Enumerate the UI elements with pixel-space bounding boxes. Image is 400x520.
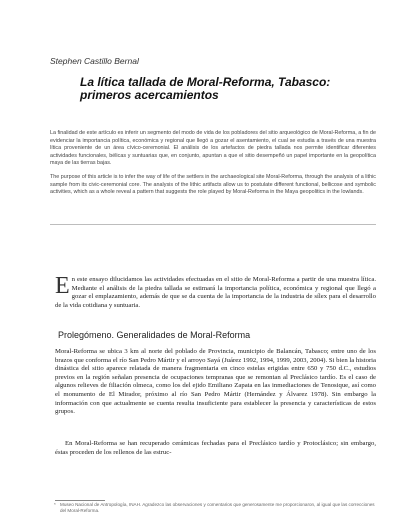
intro-text: n este ensayo dilucidamos las actividades efectuadas en el sitio de Moral-Reforma a partir de una muestra lítica. Mediante el análisis de la piedra tallada se estimará la importancia política, económica y regional que llegó a gozar el emplazamiento, además de que se da cuenta de la importancia de la industria de sílex para el desarrollo de la vida cotidiana y suntuaria. bbox=[55, 276, 376, 309]
footnote-text: Museo Nacional de Antropología, INAH. Agradezco las observaciones y comentarios que generosamente me proporcionaron, al igual que las correcciones del Moral-Reforma. bbox=[60, 502, 375, 513]
footnote bbox=[54, 502, 376, 514]
article-title bbox=[80, 76, 380, 102]
abstract-spanish: La finalidad de este artículo es inferir un segmento del modo de vida de los pobladores del sitio arqueológico de Moral-Reforma, a fin de evidenciar la importancia política, económica y regional que llegó a gozar el asentamiento, el cual se estudia a través de una muestra lítica proveniente de un área cívico-ceremonial. El análisis de los artefactos de piedra tallada nos permite identificar diferentes actividades funcionales, bélicas y suntuarias que, en conjunto, apuntan a que el sitio desempeñó un papel importante en la geopolítica maya de las tierras bajas. bbox=[50, 130, 376, 167]
abstract-divider bbox=[50, 224, 376, 225]
intro-paragraph bbox=[55, 273, 376, 310]
footnote-mark: * bbox=[54, 502, 56, 507]
drop-cap: E bbox=[55, 273, 70, 299]
footnote-divider bbox=[55, 500, 105, 501]
article-title-line-1: La lítica tallada de Moral-Reforma, Tabasco: bbox=[80, 75, 331, 89]
body-paragraph-3: En Moral-Reforma se han recuperado cerámicas fechadas para el Preclásico tardío y Protoclásico; sin embargo, éstas proceden de los rellenos de las estruc- bbox=[55, 440, 376, 456]
body-paragraph-2: Moral-Reforma se ubica 3 km al norte del poblado de Provincia, municipio de Balancán, Tabasco; entre uno de los brazos que conforma el río San Pedro Mártir y el arroyo Sayá (Juárez 1992, 1994, 1999, 2003, 2004). Si bien la historia dinástica del sitio aparece relatada de manera fragmentaria en cinco estelas erigidas entre 650 y 750 d.C., estudios previos en la región señalan presencia de ocupaciones tempranas que se remontan al Preclásico tardío. Es el caso de algunos relieves de filiación olmeca, como los del ejido Emiliano Zapata en las inmediaciones de Tenosique, así como el monumento de El Mirador, próximo al río San Pedro Mártir (Hernández y Álvarez 1978). Sin embargo la información con que actualmente se cuenta resulta insuficiente para establecer la presencia y características de estos grupos. bbox=[55, 348, 376, 416]
section-heading: Prolegómeno. Generalidades de Moral-Reforma bbox=[58, 330, 251, 340]
article-title-line-2: primeros acercamientos bbox=[80, 88, 219, 102]
abstract-english: The purpose of this article is to infer the way of life of the settlers in the archaeological site Moral-Reforma, through the analysis of a lithic sample from its civic-ceremonial core. The analysis of the lithic artifacts allow us to postulate different functional, bellicose and symbolic activities, which as a whole reveal a pattern that suggests the role played by Moral-Reforma in the Maya geopolitics in the lowlands. bbox=[50, 174, 376, 196]
author-name: Stephen Castillo Bernal bbox=[50, 56, 139, 66]
